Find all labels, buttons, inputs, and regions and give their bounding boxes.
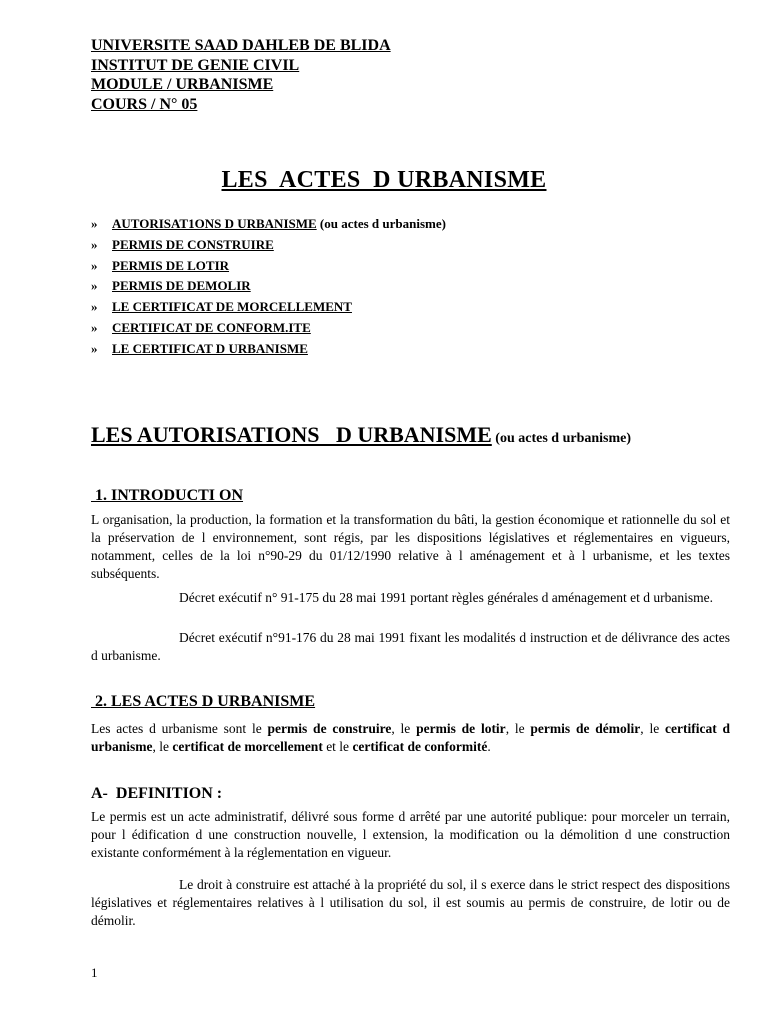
actes-term: permis de lotir [416,721,506,736]
actes-term: certificat de morcellement [172,739,323,754]
module-name: MODULE / URBANISME [91,76,274,93]
bullet-marker: » [91,257,98,273]
intro-paragraph: L organisation, la production, la formation et la transformation du bâti, la gestion économique et rationnelle du sol et la préservation de l environnement, sont régis, par les dispositions législatives et réglementaires en vigueurs, notamment, celles de la loi n°90-29 du 01/12/1990 relative à l aménagement et à l urbanisme, et les textes subséquents. [91,512,730,581]
actes-text: . [487,739,491,754]
bullet-marker: » [91,236,98,252]
toc-item-label: PERMIS DE CONSTRUIRE [112,236,274,252]
course-number: COURS / N° 05 [91,95,198,113]
decree-175-paragraph: Décret exécutif n° 91-175 du 28 mai 1991 portant règles générales d aménagement et d urbanisme. [179,590,713,605]
decree-176-paragraph: Décret exécutif n°91-176 du 28 mai 1991 fixant les modalités d instruction et de délivrance des actes d urbanisme. [91,630,730,663]
toc-item-label: LE CERTIFICAT DE MORCELLEMENT [112,299,352,315]
introduction-heading: 1. INTRODUCTI ON [91,487,244,504]
toc-item [91,318,446,339]
actes-text: Les actes d urbanisme sont le [91,721,268,736]
toc-item [91,256,446,277]
toc-item-suffix: (ou actes d urbanisme) [316,216,446,231]
section-title-main: LES AUTORISATIONS D URBANISME [91,422,492,447]
bullet-marker: » [91,216,98,231]
actes-text: et le [322,739,353,754]
document-header [91,36,391,114]
toc-item [91,235,446,256]
bullet-marker: » [91,299,98,315]
droit-paragraph: Le droit à construire est attaché à la propriété du sol, il s exerce dans le strict respect des dispositions législatives et réglementaires relatives à l utilisation du sol, il est soumis au permis de construire, de lotir ou de démolir. [91,877,730,928]
page-title: LES ACTES D URBANISME [221,167,547,193]
actes-heading: 2. LES ACTES D URBANISME [91,693,316,710]
bullet-marker: » [91,278,98,294]
toc-item-label: PERMIS DE LOTIR [112,257,230,273]
actes-term: certificat d urbanisme [91,721,731,754]
actes-term: permis de démolir [530,721,641,736]
toc-item-label: AUTORISAT1ONS D URBANISME [112,216,317,231]
toc-item-label: LE CERTIFICAT D URBANISME [112,340,308,356]
toc-item [91,276,446,297]
actes-text: , le [391,721,417,736]
table-of-contents [91,214,446,360]
actes-paragraph [91,720,730,756]
toc-item [91,339,446,360]
institute-name: INSTITUT DE GENIE CIVIL [91,56,300,74]
page-number: 1 [91,965,98,980]
bullet-marker: » [91,319,98,335]
actes-text: , le [640,721,665,736]
definition-paragraph: Le permis est un acte administratif, délivré sous forme d arrêté par une autorité publique: pour morceler un terrain, pour l édification d une construction nouvelle, l extension, la modification ou la démolition d une construction existante conformément à la réglementation en vigueur. [91,809,730,860]
section-title [91,422,631,448]
actes-text: , le [505,721,531,736]
definition-heading: A- DEFINITION : [91,785,223,802]
toc-item [91,214,446,235]
actes-term: certificat de conformité [352,739,488,754]
actes-text: , le [152,739,173,754]
university-name: UNIVERSITE SAAD DAHLEB DE BLIDA [91,37,391,54]
actes-term: permis de construire [267,721,392,736]
toc-item [91,297,446,318]
bullet-marker: » [91,340,98,356]
section-title-sub: (ou actes d urbanisme) [491,431,632,446]
toc-item-label: PERMIS DE DEMOLIR [112,278,251,294]
toc-item-label: CERTIFICAT DE CONFORM.ITE [112,319,311,335]
